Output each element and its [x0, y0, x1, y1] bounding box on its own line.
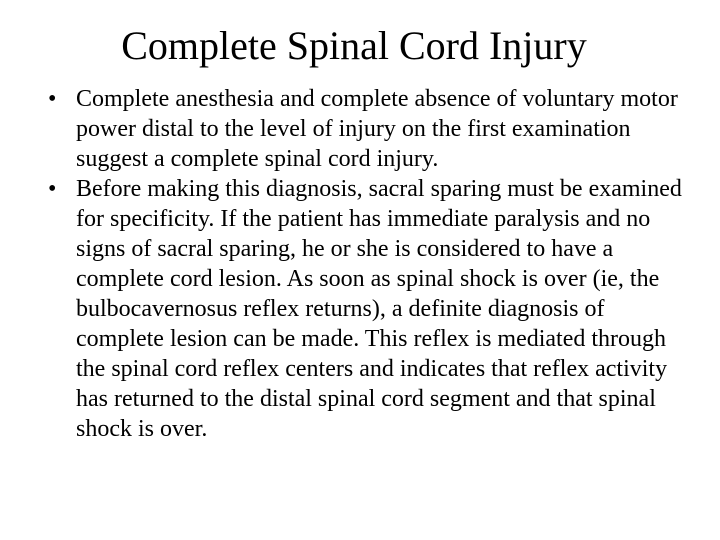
- bullet-icon: •: [48, 86, 57, 112]
- slide-title: Complete Spinal Cord Injury: [121, 23, 587, 68]
- bullet-list: [48, 84, 698, 444]
- bullet-icon: •: [48, 176, 57, 202]
- bullet-item: [48, 174, 698, 444]
- bullet-text: Complete anesthesia and complete absence of voluntary motor power distal to the level of injury on the first examination suggest a complete spinal cord injury.: [76, 86, 678, 172]
- bullet-text: Before making this diagnosis, sacral sparing must be examined for specificity. If the patient has immediate paralysis and no signs of sacral sparing, he or she is considered to have a complete cord lesion. As soon as spinal shock is over (ie, the bulbocavernosus reflex returns), a definite diagnosis of complete lesion can be made. This reflex is mediated through the spinal cord reflex centers and indicates that reflex activity has returned to the distal spinal cord segment and that spinal shock is over.: [76, 176, 682, 442]
- bullet-item: [48, 84, 698, 174]
